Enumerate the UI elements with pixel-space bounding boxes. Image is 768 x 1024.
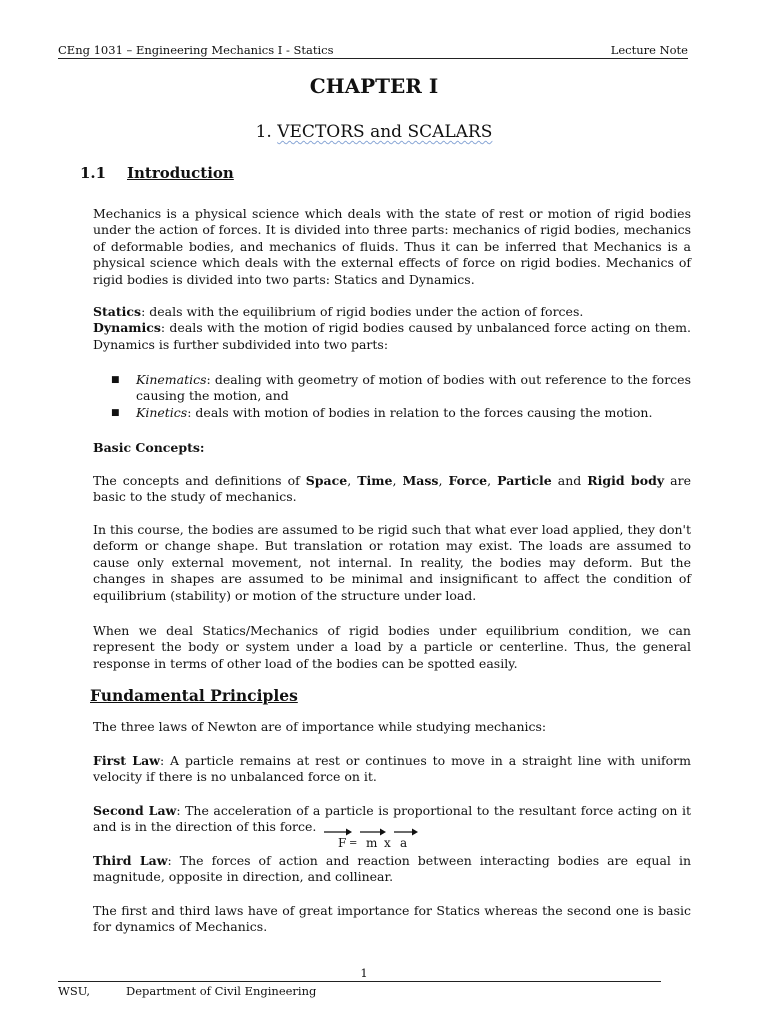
third-law-paragraph bbox=[93, 853, 691, 886]
bullet-icon: ■ bbox=[111, 375, 120, 385]
concept-mass: Mass bbox=[402, 473, 439, 488]
third-law-text: : The forces of action and reaction between interacting bodies are equal in magnitude, opposite in direction, and collinear. bbox=[93, 853, 691, 885]
dynamics-text: : deals with the motion of rigid bodies caused by unbalanced force acting on them. Dynamics is further subdivided into two parts: bbox=[93, 320, 691, 352]
first-law-text: : A particle remains at rest or continues to move in a straight line with uniform velocity if there is no unbalanced force on it. bbox=[93, 753, 691, 785]
intro-paragraph: Mechanics is a physical science which deals with the state of rest or motion of rigid bodies under the action of forces. It is divided into three parts: mechanics of rigid bodies, mechanics of deformable bodies, and mechanics of fluids. Thus it can be inferred that Mechanics is a physical science which deals with the external effects of force on rigid bodies. Mechanics of rigid bodies is divided into two parts: Statics and Dynamics. bbox=[93, 206, 691, 287]
concept-space: Space bbox=[305, 473, 348, 488]
definitions-block bbox=[93, 304, 691, 353]
concept-sep: , bbox=[347, 473, 358, 488]
concept-force: Force bbox=[448, 473, 488, 488]
kinematics-term: Kinematics bbox=[136, 372, 207, 387]
concepts-suffix: are basic to the study of mechanics. bbox=[93, 473, 691, 505]
formula-mass: m bbox=[366, 836, 379, 850]
list-item bbox=[111, 405, 691, 421]
concept-sep: , bbox=[438, 473, 449, 488]
footer-department: Department of Civil Engineering bbox=[126, 984, 317, 998]
header-note-type: Lecture Note bbox=[610, 43, 688, 57]
statics-definition bbox=[93, 304, 691, 320]
statics-term: Statics bbox=[93, 304, 142, 319]
bullet-icon: ■ bbox=[111, 407, 120, 418]
footer-university: WSU, bbox=[58, 984, 90, 998]
dynamics-term: Dynamics bbox=[93, 320, 161, 336]
newton-laws-intro: The three laws of Newton are of importance while studying mechanics: bbox=[93, 719, 547, 734]
section-heading bbox=[0, 122, 748, 142]
second-law-term: Second Law bbox=[93, 803, 177, 818]
concept-and: and bbox=[551, 473, 588, 488]
dynamics-subdivision-list bbox=[111, 372, 691, 421]
fundamental-principles-heading: Fundamental Principles bbox=[90, 686, 298, 705]
kinetics-term: Kinetics bbox=[136, 404, 188, 420]
section-number: 1. bbox=[255, 122, 272, 142]
concept-sep: , bbox=[487, 473, 498, 488]
list-item bbox=[111, 372, 691, 405]
rigid-body-paragraph: In this course, the bodies are assumed to be rigid such that what ever load applied, they don't deform or change shape. But translation or rotation may exist. The loads are assumed to cause only external movement, not internal. In reality, the bodies may deform. But the changes in shapes are assumed to be minimal and insignificant to affect the condition of equilibrium (stability) or motion of the structure under load. bbox=[93, 522, 691, 603]
subsection-title: Introduction bbox=[127, 164, 234, 182]
concept-particle: Particle bbox=[497, 473, 552, 488]
header-rule bbox=[58, 58, 688, 59]
formula-acceleration: a bbox=[400, 836, 409, 850]
concepts-prefix: The concepts and definitions of bbox=[93, 473, 306, 488]
concepts-paragraph bbox=[93, 473, 691, 506]
third-law-term: Third Law bbox=[93, 853, 168, 868]
footer-rule bbox=[58, 981, 661, 982]
page-number: 1 bbox=[360, 966, 368, 980]
subsection-number: 1.1 bbox=[80, 164, 107, 182]
newton-second-law-formula bbox=[322, 826, 432, 852]
concept-sep: , bbox=[392, 473, 403, 488]
kinematics-text: : dealing with geometry of motion of bodies with out reference to the forces causing the motion, and bbox=[136, 372, 691, 404]
dynamics-definition bbox=[93, 320, 691, 353]
concept-time: Time bbox=[357, 473, 393, 488]
laws-importance-paragraph: The first and third laws have of great importance for Statics whereas the second one is basic for dynamics of Mechanics. bbox=[93, 903, 691, 935]
header-course: CEng 1031 – Engineering Mechanics I - Statics bbox=[58, 43, 334, 57]
basic-concepts-heading: Basic Concepts: bbox=[93, 440, 205, 455]
formula-equals: = bbox=[349, 838, 359, 849]
section-title: VECTORS and SCALARS bbox=[277, 122, 493, 142]
formula-times: x bbox=[384, 836, 392, 850]
first-law-paragraph bbox=[93, 753, 691, 786]
kinetics-text: : deals with motion of bodies in relation to the forces causing the motion. bbox=[187, 404, 653, 420]
statics-text: : deals with the equilibrium of rigid bodies under the action of forces. bbox=[141, 304, 584, 319]
chapter-title: CHAPTER I bbox=[309, 74, 439, 98]
concept-rigid-body: Rigid body bbox=[587, 473, 665, 488]
equilibrium-paragraph: When we deal Statics/Mechanics of rigid bodies under equilibrium condition, we can represent the body or system under a load by a particle or centerline. Thus, the general response in terms of other load of the bodies can be spotted easily. bbox=[93, 623, 691, 671]
second-law-text: : The acceleration of a particle is proportional to the resultant force acting on it and is in the direction of this force. bbox=[93, 803, 691, 835]
first-law-term: First Law bbox=[93, 753, 160, 768]
formula-force: F bbox=[338, 836, 348, 850]
